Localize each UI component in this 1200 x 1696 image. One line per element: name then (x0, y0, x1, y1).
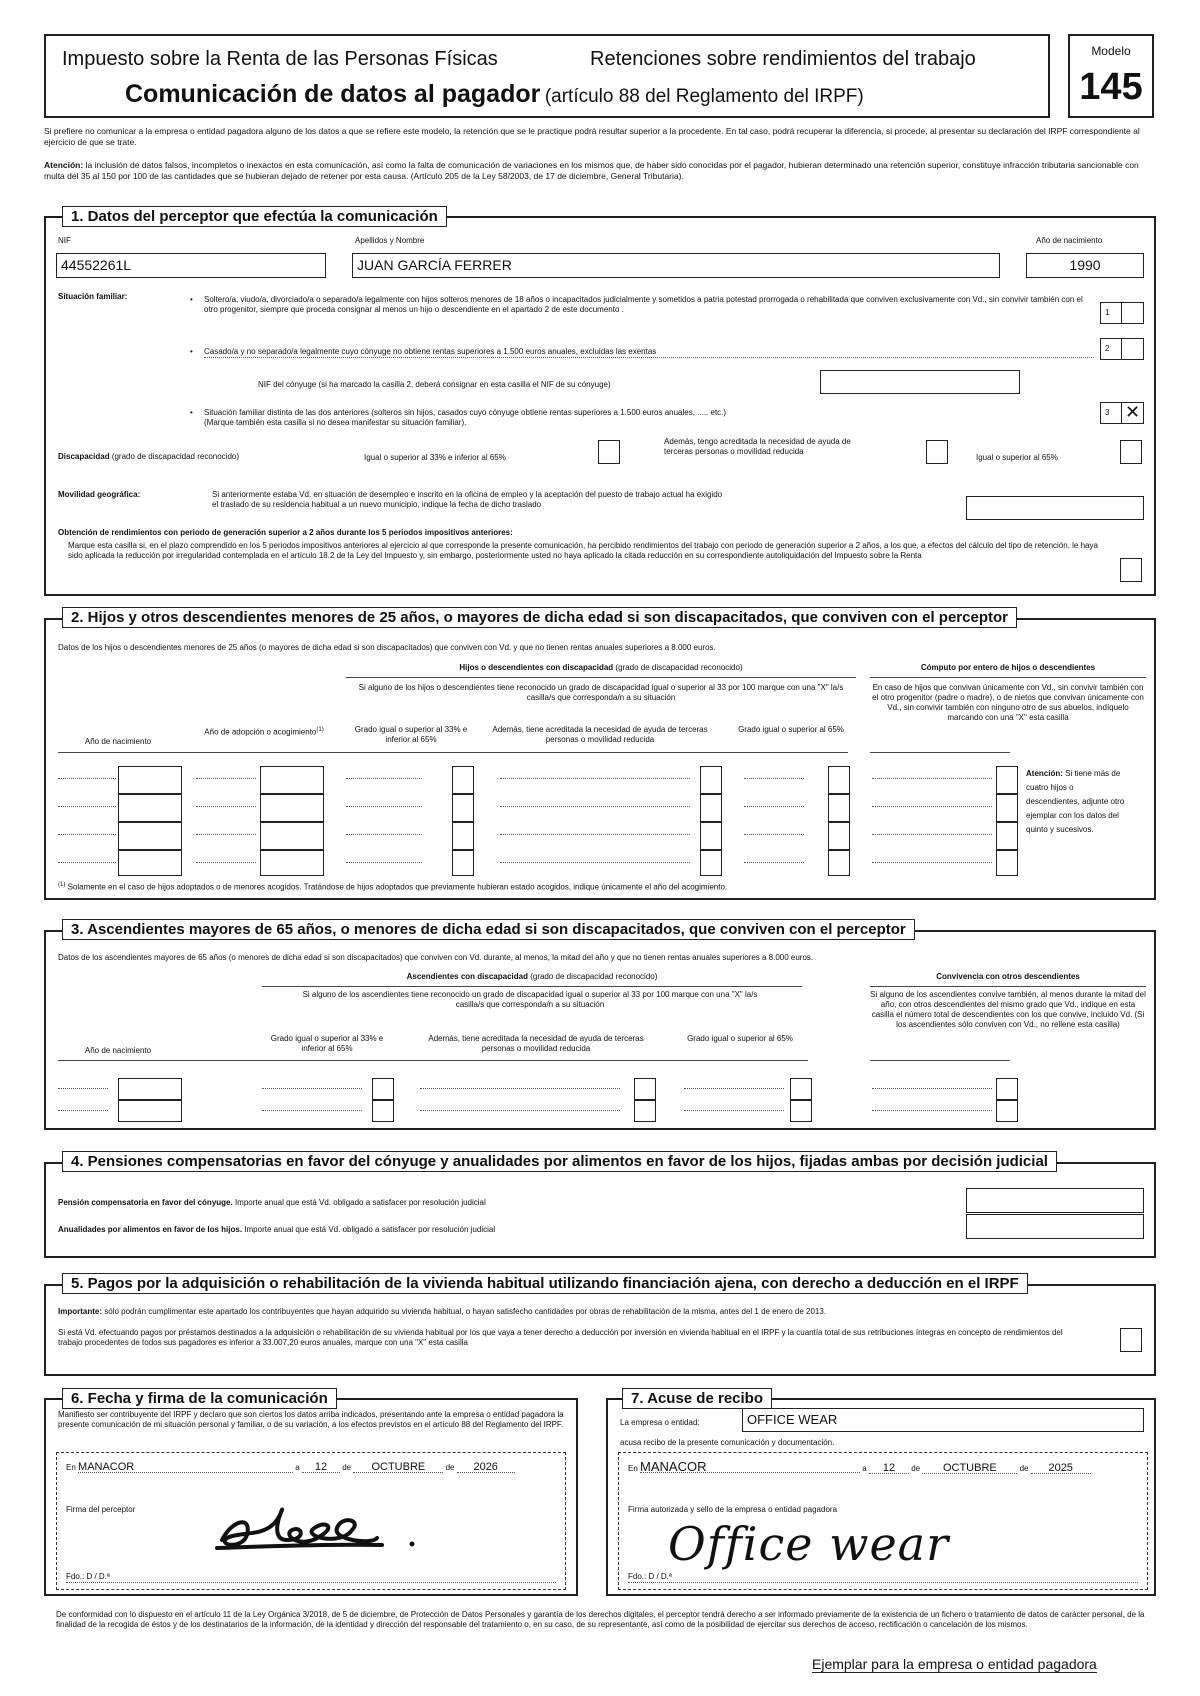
name-label: Apellidos y Nombre (355, 236, 425, 245)
situacion-box-3[interactable] (1100, 402, 1144, 424)
s2-col4: Además, tiene acreditada la necesidad de ayuda de terceras personas o movilidad reducida (492, 725, 708, 744)
s6-month[interactable]: OCTUBRE (353, 1462, 443, 1473)
s3-row-dots (420, 1088, 620, 1089)
s2-row-box[interactable] (828, 822, 850, 850)
s2-row-dots (872, 862, 992, 863)
movilidad-text (212, 490, 962, 510)
disc-b-label-1: Además, tengo acreditada la necesidad de ayuda de (664, 437, 851, 446)
modelo-number: 145 (1079, 66, 1143, 108)
s2-comp-head-rule (870, 677, 1146, 678)
section3-intro: Datos de los ascendientes mayores de 65 años (o menores de dicha edad si son discapacitados) que conviven con Vd. durante, al menos, la mitad del año y que no tienen rentas anuales superiores a 8.000 euros. (58, 953, 814, 962)
s2-row-box[interactable] (260, 850, 324, 876)
s7-empresa-label: La empresa o entidad: (620, 1418, 700, 1427)
section7-title: 7. Acuse de recibo (622, 1388, 772, 1409)
s3-col3: Grado igual o superior al 33% e inferior al 65% (270, 1034, 384, 1053)
s2-row-dots (58, 862, 116, 863)
s6-en: En (66, 1463, 76, 1472)
form-title-bold: Comunicación de datos al pagador (125, 80, 541, 108)
s3-row-box[interactable] (372, 1078, 394, 1100)
footer-privacy: De conformidad con lo dispuesto en el artículo 11 de la Ley Orgánica 3/2018, de 5 de diciembre, de Protección de Datos Personales y garantía de los derechos digitales, el perceptor tendrá derecho a ser informado previamente de la existencia de un fichero o tratamiento de datos de carácter personal, de la finalidad de la recogida de éstos y de los destinatarios de la información, de la identidad y dirección del responsable del tratamiento o, en su caso, de su representante, así como de la posibilidad de ejercitar sus derechos de acceso, rectificación o cancelación de los mismos. (56, 1610, 1145, 1629)
s2-row-box[interactable] (118, 850, 182, 876)
nif-conyuge-label: NIF del cónyuge (si ha marcado la casilla 2, deberá consignar en esta casilla el NIF de su cónyuge) (258, 380, 611, 389)
s3-row-dots (262, 1088, 362, 1089)
s2-col1: Año de nacimiento (84, 737, 152, 746)
s2-disc-head-rest: (grado de discapacidad reconocido) (615, 663, 743, 672)
obtencion-label: Obtención de rendimientos con periodo de generación superior a 2 años durante los 5 periodos impositivos anteriores: (58, 528, 513, 537)
s3-conv-sub: Si alguno de los ascendientes convive también, al menos durante la mitad del año, con otros descendientes del mismo grado que Vd., indique en esta casilla el número total de descendientes con los que convive, incluido Vd. (Si los ascendientes sólo conviven con Vd., no rellene esta casilla) (870, 990, 1146, 1029)
header-line1-left: Impuesto sobre la Renta de las Personas Físicas (62, 48, 498, 70)
s2-header-rule (58, 752, 848, 753)
s2-row-box[interactable] (996, 766, 1018, 794)
s2-row-dots (500, 834, 690, 835)
s2-footnote-text: Solamente en el caso de hijos adoptados o de menores acogidos. Tratándose de hijos adoptados que previamente hubieran estado acogidos, indique únicamente el año del acogimiento. (67, 882, 728, 892)
s2-comp-head: Cómputo por entero de hijos o descendientes (920, 663, 1096, 672)
section2-frame (44, 618, 1156, 900)
birth-year-label: Año de nacimiento (1036, 236, 1103, 245)
section1-title: 1. Datos del perceptor que efectúa la comunicación (62, 206, 447, 227)
s3-row-dots (58, 1088, 108, 1089)
s2-row-box[interactable] (452, 766, 474, 794)
s5-importante-text: sólo podrán cumplimentar este apartado los contribuyentes que hayan adquirido su vivienda habitual, o hayan satisfecho cantidades por obras de rehabilitación de la misma, antes del 1 de enero de 2013. (104, 1307, 827, 1316)
s7-acusa: acusa recibo de la presente comunicación y documentación. (620, 1438, 835, 1447)
s2-disc-sub: Si alguno de los hijos o descendientes tiene reconocido un grado de discapacidad igual o superior al 33 por 100 marque con una "X" la/s casilla/s que corresponda/n a su situación (358, 683, 844, 702)
footer-ejemplar: Ejemplar para la empresa o entidad pagadora (812, 1656, 1097, 1672)
s2-row-box[interactable] (700, 850, 722, 876)
s3-row-dots (872, 1088, 992, 1089)
s2-atencion-label: Atención: (1026, 769, 1063, 778)
s3-row-dots (262, 1110, 362, 1111)
situacion-option-3 (204, 408, 1094, 428)
s2-col3: Grado igual o superior al 33% e inferior al 65% (354, 725, 468, 744)
s3-row-dots (872, 1110, 992, 1111)
s4-pension-bold: Pensión compensatoria en favor del cónyuge. (58, 1198, 233, 1207)
situacion-option-1: Soltero/a, viudo/a, divorciado/a o separado/a legalmente con hijos solteros menores de 18 años o incapacitados judicialmente y sometidos a patria potestad prorrogada o rehabilitada que conviven exclusivamente con Vd., sin convivir también con el otro progenitor, siempre que proceda consignar al menos un hijo o descendiente en el apartado 2 de este documento . (204, 295, 1083, 314)
intro-atencion (44, 160, 1156, 182)
s2-col2-sup: (1) (316, 727, 324, 733)
s2-row-dots (500, 778, 690, 779)
s2-row-box[interactable] (996, 822, 1018, 850)
s3-disc-head (262, 972, 802, 982)
s2-row-box[interactable] (700, 822, 722, 850)
s2-row-dots (196, 862, 256, 863)
disc-label-rest: (grado de discapacidad reconocido) (111, 452, 240, 461)
s3-header-rule (58, 1060, 808, 1061)
s3-col4: Además, tiene acreditada la necesidad de ayuda de terceras personas o movilidad reducida (428, 1034, 644, 1053)
s6-de1: de (342, 1463, 352, 1472)
s2-row-box[interactable] (700, 794, 722, 822)
s3-row-box[interactable] (996, 1100, 1018, 1122)
s6-de2: de (445, 1463, 455, 1472)
situacion-bullet-2: • (190, 347, 193, 356)
s7-en: En (628, 1464, 638, 1473)
s7-month[interactable]: OCTUBRE (922, 1463, 1017, 1474)
s7-a: a (862, 1464, 867, 1473)
section6-title: 6. Fecha y firma de la comunicación (62, 1388, 337, 1409)
s3-col1: Año de nacimiento (84, 1046, 152, 1055)
movilidad-label: Movilidad geográfica: (58, 490, 141, 499)
section3-title: 3. Ascendientes mayores de 65 años, o menores de dicha edad si son discapacitados, que conviven con el perceptor (62, 919, 915, 940)
s2-col5: Grado igual o superior al 65% (738, 725, 844, 734)
situacion-label: Situación familiar: (58, 292, 128, 301)
intro-paragraph: Si prefiere no comunicar a la empresa o entidad pagadora alguno de los datos a que se refiere este modelo, la retención que se le practique podrá resultar superior a la procedente. En tal caso, podrá recuperar la diferencia, si procede, al presentar su declaración del IRPF correspondiente al ejercicio de que se trate. (44, 126, 1140, 147)
s2-comp-rule (870, 752, 1010, 753)
s2-row-box[interactable] (260, 794, 324, 822)
s2-row-dots (744, 862, 804, 863)
disc-c-label: Igual o superior al 65% (976, 453, 1058, 462)
s6-text: Manifiesto ser contribuyente del IRPF y declaro que son ciertos los datos arriba indicados, presentando ante la empresa o entidad pagadora la presente comunicación de mi situación personal y familiar, o de su variación, a los efectos previstos en el artículo 88 del Reglamento del IRPF. (58, 1410, 564, 1429)
s5-text: Si está Vd. efectuando pagos por préstamos destinados a la adquisición o rehabilitación de su vivienda habitual por los que vaya a tener derecho a deducción por inversión en vivienda habitual en el IRPF y la cuantía total de sus retribuciones íntegras en concepto de rendimientos del trabajo procedentes de todos sus pagadores es inferior a 33.007,20 euros anuales, marque con una "X" esta casilla (58, 1328, 1063, 1347)
s3-row-dots (420, 1110, 620, 1111)
birth-year-field[interactable]: 1990 (1026, 253, 1144, 278)
s3-row-box[interactable] (118, 1100, 182, 1122)
s2-row-dots (744, 834, 804, 835)
s2-row-box[interactable] (118, 766, 182, 794)
s2-row-dots (872, 806, 992, 807)
situacion-option-3-note: (Marque también esta casilla si no desea manifestar su situación familiar). (204, 418, 467, 427)
s2-row-dots (346, 806, 422, 807)
s7-place[interactable]: MANACOR (640, 1462, 860, 1473)
s5-box[interactable] (1120, 1328, 1142, 1352)
s6-firma-label: Firma del perceptor (66, 1505, 136, 1514)
s3-row-box[interactable] (790, 1100, 812, 1122)
s7-firma-label: Firma autorizada y sello de la empresa o entidad pagadora (628, 1505, 838, 1514)
s2-footnote (58, 880, 727, 893)
situacion-box-1-divider (1121, 303, 1122, 323)
s2-atencion (1026, 767, 1126, 837)
s2-atencion-text: Si tiene más de cuatro hijos o descendientes, adjunte otro ejemplar con los datos del quinto y sucesivos. (1026, 769, 1125, 834)
s7-fdo[interactable]: Fdo.: D / D.ª (628, 1572, 1138, 1583)
s2-row-dots (196, 834, 256, 835)
s5-importante (58, 1307, 826, 1317)
s3-conv-head-rule (870, 986, 1146, 987)
s3-conv-head: Convivencia con otros descendientes (936, 972, 1080, 981)
obtencion-box[interactable] (1120, 558, 1142, 582)
disc-label-bold: Discapacidad (58, 452, 110, 461)
modelo-label: Modelo (1091, 44, 1131, 58)
s2-row-box[interactable] (452, 822, 474, 850)
s6-signature (212, 1500, 432, 1560)
s7-date-line (628, 1459, 1138, 1474)
s2-comp-sub: En caso de hijos que convivan únicamente con Vd., sin convivir también con el otro progenitor (padre o madre), o de nietos que convivan únicamente con Vd., sin convivir también con ninguno otro de sus abuelos, indíquelo marcando con una "X" esta casilla (872, 683, 1144, 722)
situacion-box-3-num: 3 (1105, 408, 1110, 417)
s4-pension (58, 1198, 486, 1208)
section5-title: 5. Pagos por la adquisición o rehabilitación de la vivienda habitual utilizando financiación ajena, con derecho a deducción en el IRPF (62, 1273, 1028, 1294)
s5-importante-label: Importante: (58, 1307, 102, 1316)
situacion-option-2: Casado/a y no separado/a legalmente cuyo cónyuge no obtiene rentas superiores a 1.500 euros anuales, excluidas las exentas (204, 347, 1094, 358)
s2-row-box[interactable] (452, 850, 474, 876)
s2-row-dots (58, 778, 116, 779)
s2-row-dots (744, 806, 804, 807)
s2-footnote-sup: (1) (58, 882, 66, 888)
situacion-box-2-divider (1121, 339, 1122, 359)
disc-a-box[interactable] (598, 440, 620, 464)
s3-row-box[interactable] (118, 1078, 182, 1100)
s3-disc-head-bold: Ascendientes con discapacidad (406, 972, 528, 981)
s3-col5: Grado igual o superior al 65% (687, 1034, 793, 1043)
s7-de1: de (911, 1464, 921, 1473)
disc-c-box[interactable] (1120, 440, 1142, 464)
situacion-box-3-check: ✕ (1125, 402, 1141, 422)
s2-row-dots (346, 862, 422, 863)
s3-row-dots (58, 1110, 108, 1111)
s2-row-box[interactable] (700, 766, 722, 794)
s2-col2-text: Año de adopción o acogimiento (204, 727, 317, 737)
s3-row-box[interactable] (790, 1078, 812, 1100)
situacion-box-1[interactable] (1100, 302, 1144, 324)
s2-row-box[interactable] (260, 822, 324, 850)
s2-row-box[interactable] (118, 822, 182, 850)
obtencion-text: Marque esta casilla si, en el plazo comprendido en los 5 periodos impositivos anteriores al ejercicio al que corresponde la presente comunicación, ha percibido rendimientos del trabajo con periodo de generación superior a 2 años, a los que, a efectos del cálculo del tipo de retención, le haya sido aplicada la reducción por irregularidad contemplada en el artículo 18.2 de la Ley del Impuesto y, sin embargo, posteriormente usted no haya aplicado la citada reducción en su correspondiente autoliquidación del Impuesto sobre la Renta (68, 541, 1098, 560)
disc-b-label-2: terceras personas o movilidad reducida (664, 447, 804, 456)
s4-alimentos-field[interactable] (966, 1214, 1144, 1239)
s4-alimentos-text: Importe anual que está Vd. obligado a satisfacer por resolución judicial (244, 1225, 496, 1234)
s7-de2: de (1019, 1464, 1029, 1473)
s2-row-dots (196, 778, 256, 779)
s2-row-dots (872, 834, 992, 835)
s6-year[interactable]: 2026 (457, 1462, 515, 1473)
s3-disc-head-rest: (grado de discapacidad reconocido) (530, 972, 658, 981)
s2-col2 (196, 725, 332, 738)
s2-row-box[interactable] (828, 850, 850, 876)
nif-label: NIF (58, 236, 71, 245)
situacion-box-2[interactable] (1100, 338, 1144, 360)
s6-day[interactable]: 12 (302, 1462, 340, 1473)
disc-b-label (664, 437, 851, 457)
s2-row-dots (500, 862, 690, 863)
s3-row-box[interactable] (996, 1078, 1018, 1100)
s2-disc-head-rule (346, 677, 856, 678)
s2-row-box[interactable] (452, 794, 474, 822)
s2-row-dots (346, 778, 422, 779)
intro-atencion-label: Atención: (44, 160, 84, 170)
s2-disc-head-bold: Hijos o descendientes con discapacidad (459, 663, 614, 672)
s2-row-box[interactable] (118, 794, 182, 822)
s4-alimentos-bold: Anualidades por alimentos en favor de los hijos. (58, 1225, 243, 1234)
s2-row-dots (58, 834, 116, 835)
s2-row-dots (744, 778, 804, 779)
s3-disc-sub: Si alguno de los ascendientes tiene reconocido un grado de discapacidad igual o superior al 33 por 100 marque con una "X" la/s casilla/s que corresponda/n a su situación (302, 990, 758, 1009)
situacion-option-3-text: Situación familiar distinta de las dos anteriores (solteros sin hijos, casados cuyo cónyuge obtiene rentas superiores a 1.500 euros anuales, ..... etc.) (204, 408, 727, 417)
s4-pension-text: Importe anual que está Vd. obligado a satisfacer por resolución judicial (234, 1198, 486, 1207)
form-title-paren: (artículo 88 del Reglamento del IRPF) (544, 86, 864, 107)
s7-year[interactable]: 2025 (1031, 1463, 1091, 1474)
s7-empresa-field[interactable]: OFFICE WEAR (742, 1408, 1144, 1432)
s7-day[interactable]: 12 (869, 1463, 909, 1474)
s6-place[interactable]: MANACOR (78, 1462, 293, 1473)
s2-row-dots (500, 806, 690, 807)
situacion-bullet-3: • (190, 408, 193, 417)
header-line1-right: Retenciones sobre rendimientos del trabajo (590, 48, 976, 70)
s3-disc-head-rule (262, 986, 802, 987)
s2-row-dots (346, 834, 422, 835)
s2-row-box[interactable] (260, 766, 324, 794)
s3-row-box[interactable] (372, 1100, 394, 1122)
s2-row-box[interactable] (828, 794, 850, 822)
name-field[interactable]: JUAN GARCÍA FERRER (352, 253, 1000, 278)
s6-fdo[interactable]: Fdo.: D / D.ª (66, 1572, 556, 1583)
situacion-box-3-divider (1121, 403, 1122, 423)
movilidad-date-field[interactable] (966, 496, 1144, 520)
intro-atencion-text: la inclusión de datos falsos, incompletos o inexactos en esta comunicación, así como la falta de comunicación de variaciones en los mismos que, de haber sido conocidas por el pagador, hubieran determinado una retención superior, constituye infracción tributaria sancionable con multa del 35 al 150 por 100 de las cantidades que se hubieran dejado de retener por esta causa. (Artículo 205 de la Ley 58/2003, de 17 de diciembre, General Tributaria). (44, 160, 1139, 181)
s6-a: a (295, 1463, 300, 1472)
s2-row-box[interactable] (996, 794, 1018, 822)
form-title (125, 80, 864, 109)
section2-intro: Datos de los hijos o descendientes menores de 25 años (o mayores de dicha edad si son discapacitados) que conviven con Vd. y que no tienen rentas anuales superiores a 8.000 euros. (58, 643, 716, 652)
disc-b-box[interactable] (926, 440, 948, 464)
s2-row-dots (872, 778, 992, 779)
disc-a-label: Igual o superior al 33% e inferior al 65% (364, 453, 506, 462)
movilidad-text-1: Si anteriormente estaba Vd. en situación de desempleo e inscrito en la oficina de empleo y la aceptación del puesto de trabajo actual ha exigido (212, 490, 723, 499)
s2-row-box[interactable] (828, 766, 850, 794)
s3-row-box[interactable] (634, 1078, 656, 1100)
s4-pension-field[interactable] (966, 1188, 1144, 1213)
s3-row-dots (684, 1088, 784, 1089)
nif-conyuge-field[interactable] (820, 370, 1020, 394)
s3-conv-rule (870, 1060, 1010, 1061)
s2-disc-head (346, 663, 856, 673)
s6-date-line (66, 1462, 556, 1473)
s3-row-dots (684, 1110, 784, 1111)
situacion-box-1-num: 1 (1105, 308, 1110, 317)
situacion-box-2-num: 2 (1105, 344, 1110, 353)
s4-alimentos (58, 1225, 495, 1235)
nif-field[interactable]: 44552261L (56, 253, 326, 278)
situacion-bullet-1: • (190, 295, 193, 304)
s2-row-box[interactable] (996, 850, 1018, 876)
section4-title: 4. Pensiones compensatorias en favor del cónyuge y anualidades por alimentos en favor de los hijos, fijadas ambas por decisión judicial (62, 1151, 1057, 1172)
movilidad-text-2: el traslado de su residencia habitual a un nuevo municipio, indique la fecha de dicho traslado (212, 500, 542, 509)
disc-label (58, 452, 239, 462)
section2-title: 2. Hijos y otros descendientes menores de 25 años, o mayores de dicha edad si son discapacitados, que conviven con el perceptor (62, 607, 1017, 628)
s2-row-dots (196, 806, 256, 807)
s2-row-dots (58, 806, 116, 807)
s7-signature: Office wear (668, 1517, 950, 1571)
s3-row-box[interactable] (634, 1100, 656, 1122)
